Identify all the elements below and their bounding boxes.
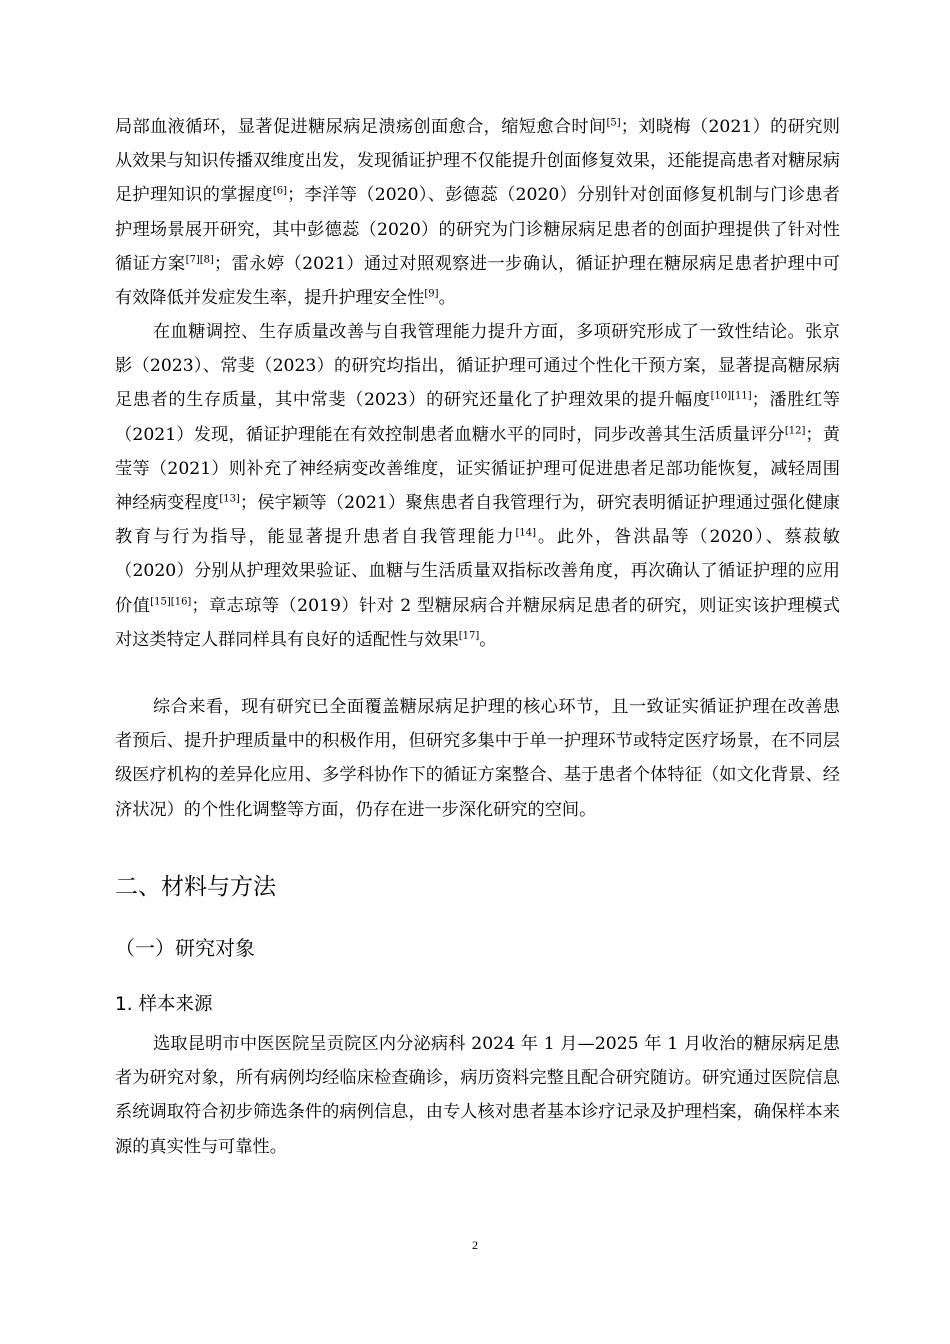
paragraph-wound-healing (115, 110, 840, 315)
paragraph-sample-source (115, 1027, 840, 1164)
paragraph-text: ；章志琼等（2019）针对 2 型糖尿病合并糖尿病足患者的研究，则证实该护理模式对这类特定人群同样具有良好的适配性与效果 (115, 595, 840, 650)
citation-reference: [12] (784, 424, 806, 436)
citation-reference: [15][16] (150, 595, 192, 607)
paragraph-text: 。 (479, 629, 497, 650)
paragraph-text: 在血糖调控、生存质量改善与自我管理能力提升方面，多项研究形成了一致性结论。张京影（2023）、常斐（2023）的研究均指出，循证护理可通过个性化干预方案，显著提高糖尿病足患者的生存质量，其中常斐（2023）的研究还量化了护理效果的提升幅度 (115, 322, 840, 411)
citation-reference: [17] (458, 630, 480, 642)
paragraph-text: ；李洋等（2020）、彭德蕊（2020）分别针对创面修复机制与门诊患者护理场景展开研究，其中彭德蕊（2020）的研究为门诊糖尿病足患者的创面护理提供了针对性循证方案 (115, 185, 840, 274)
citation-reference: [7][8] (185, 254, 214, 266)
citation-reference: [10][11] (710, 390, 752, 402)
paragraph-text: ；潘胜红等（2021）发现，循证护理能在有效控制患者血糖水平的同时，同步改善其生活质量评分 (115, 390, 840, 445)
paragraph-text: 局部血液循环，显著促进糖尿病足溃疡创面愈合，缩短愈合时间 (115, 117, 607, 137)
citation-reference: [14] (515, 527, 536, 539)
paragraph-text: ；刘晓梅（2021）的研究则从效果与知识传播双维度出发，发现循证护理不仅能提升创面修复效果，还能提高患者对糖尿病足护理知识的掌握度 (115, 117, 840, 206)
paragraph-text: 。 (438, 288, 456, 309)
paragraph-blood-glucose-quality-of-life (115, 315, 840, 657)
subsection-heading: （一）研究对象 (115, 936, 255, 960)
paragraph-text: ；黄莹等（2021）则补充了神经病变改善维度，证实循证护理可促进患者足部功能恢复，减轻周围神经病变程度 (115, 424, 840, 514)
subsubsection-heading: 1. 样本来源 (115, 994, 213, 1015)
citation-reference: [13] (219, 493, 240, 505)
paragraph-text: 选取昆明市中医医院呈贡院区内分泌病科 2024 年 1 月—2025 年 1 月收治的糖尿病足患者为研究对象，所有病例均经临床检查确诊，病历资料完整且配合研究随访。研究通过医院信息系统调取符合初步筛选条件的病例信息，由专人核对患者基本诊疗记录及护理档案，确保样本来源的真实性与可靠性。 (115, 1034, 840, 1157)
paragraph-text: 综合来看，现有研究已全面覆盖糖尿病足护理的核心环节，且一致证实循证护理在改善患者预后、提升护理质量中的积极作用，但研究多集中于单一护理环节或特定医疗场景，在不同层级医疗机构的差异化应用、多学科协作下的循证方案整合、基于患者个体特征（如文化背景、经济状况）的个性化调整等方面，仍存在进一步深化研究的空间。 (115, 697, 840, 820)
citation-reference: [9] (424, 288, 439, 300)
citation-reference: [5] (606, 117, 621, 129)
page-number: 2 (472, 1238, 478, 1252)
paragraph-text: ；雷永婷（2021）通过对照观察进一步确认，循证护理在糖尿病足患者护理中可有效降低并发症发生率，提升护理安全性 (115, 253, 840, 309)
section-heading: 二、材料与方法 (115, 874, 276, 900)
paragraph-summary (115, 690, 840, 827)
paragraph-text: ；侯宇颖等（2021）聚焦患者自我管理行为，研究表明循证护理通过强化健康教育与行为指导，能显著提升患者自我管理能力 (115, 493, 840, 548)
paragraph-text: 。此外，昝洪晶等（2020）、蔡菽敏（2020）分别从护理效果验证、血糖与生活质量双指标改善角度，再次确认了循证护理的应用价值 (115, 527, 840, 616)
citation-reference: [6] (272, 185, 288, 197)
